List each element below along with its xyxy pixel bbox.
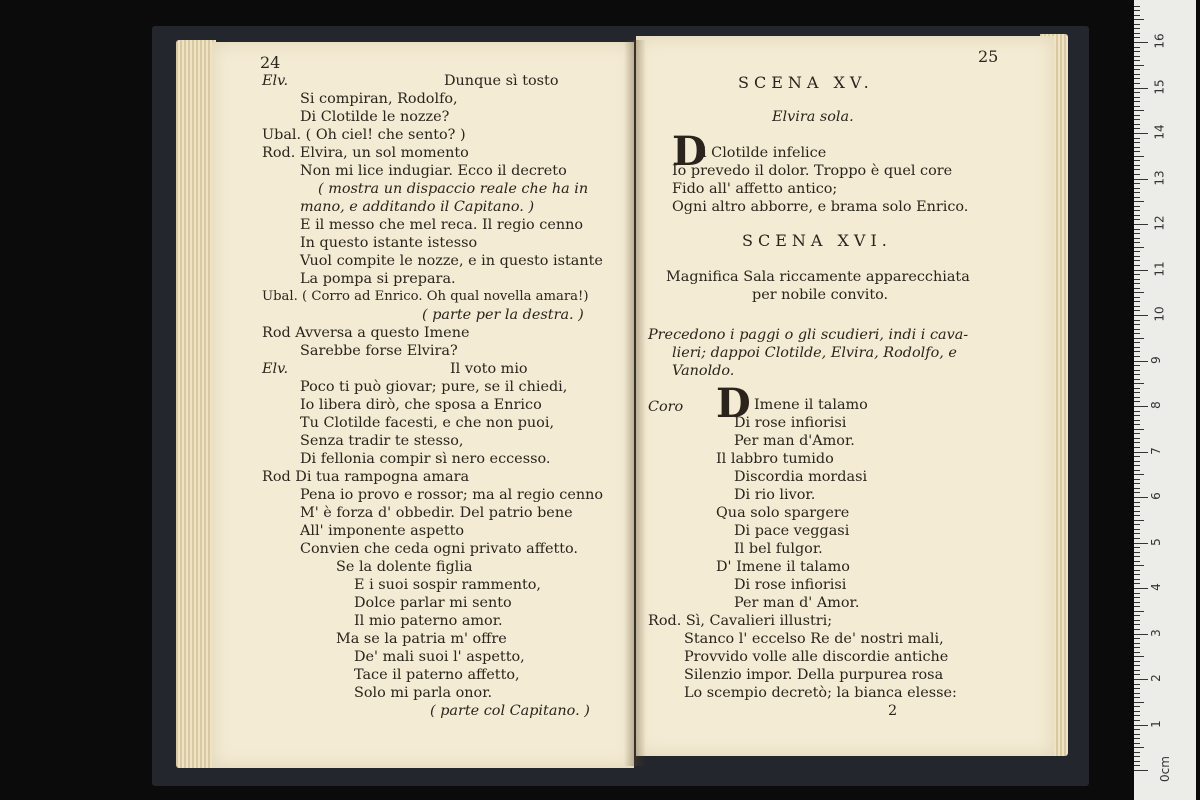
stage-direction: Precedono i paggi o gli scudieri, indi i cava- [648,327,969,343]
ruler-tick [1134,188,1140,189]
text-line: Fido all' affetto antico; [672,181,838,197]
text-line: Ogni altro abborre, e brama solo Enrico. [672,199,969,215]
ruler-tick [1134,365,1140,366]
ruler-tick [1134,524,1140,525]
ruler-tick [1134,470,1140,471]
text-line: Il voto mio [450,361,528,377]
left-page-edges [176,40,216,768]
ruler-tick [1134,543,1148,544]
ruler-tick [1134,156,1144,157]
setting-line: Magnifica Sala riccamente apparecchiata [666,269,970,285]
speaker-label: Coro [648,399,684,415]
verse-line: Il bel fulgor. [734,541,823,557]
ruler-tick [1134,270,1148,271]
ruler-tick [1134,406,1148,407]
stage-direction: ( parte col Capitano. ) [430,703,590,719]
ruler-tick [1134,74,1140,75]
ruler-tick [1134,347,1140,348]
ruler-number: 5 [1148,537,1163,546]
ruler-number: 16 [1152,33,1167,49]
ruler-tick [1134,47,1140,48]
text-line: Vuol compite le nozze, e in questo istante [300,253,603,269]
text-line: Ubal. ( Corro ad Enrico. Oh qual novella amara!) [262,289,589,304]
ruler-tick [1134,665,1140,666]
ruler-tick [1134,570,1140,571]
scene-subheading: Elvira sola. [772,109,854,125]
text-line: Rod Avversa a questo Imene [262,325,470,341]
ruler-tick [1134,83,1140,84]
stage-direction: mano, e additando il Capitano. ) [300,199,535,215]
ruler-number: 7 [1148,446,1163,455]
right-page [636,36,1054,756]
text-line: Lo scempio decretò; la bianca elesse: [684,685,957,701]
ruler-tick [1134,329,1140,330]
ruler-tick [1134,706,1140,707]
ruler-tick [1134,397,1140,398]
ruler-tick [1134,247,1144,248]
verse-line: D' Imene il talamo [716,559,850,575]
ruler-tick [1134,338,1144,339]
page-number: 24 [260,53,281,72]
ruler-tick [1134,251,1140,252]
stage-direction: lieri; dappoi Clotilde, Elvira, Rodolfo, e [672,345,957,361]
ruler-tick [1134,19,1144,20]
ruler-tick [1134,688,1140,689]
ruler-tick [1134,565,1144,566]
ruler-tick [1134,92,1140,93]
text-line: In questo istante istesso [300,235,478,251]
ruler-number: 1 [1148,719,1163,728]
text-line: Provvido volle alle discordie antiche [684,649,949,665]
ruler-tick [1134,574,1140,575]
ruler-tick [1134,283,1140,284]
ruler-tick [1134,106,1140,107]
ruler-tick [1134,597,1140,598]
text-line: Dunque sì tosto [444,73,559,89]
text-line: Pena io provo e rossor; ma al regio cenno [300,487,604,503]
text-line: M' è forza d' obbedir. Del patrio bene [300,505,573,521]
verse-line: Di rose infiorisi [734,577,847,593]
ruler-tick [1134,492,1140,493]
text-line: Silenzio impor. Della purpurea rosa [684,667,944,683]
ruler-tick [1134,324,1140,325]
ruler-number: 4 [1148,583,1163,591]
ruler-tick [1134,583,1140,584]
ruler-tick [1134,65,1144,66]
text-line: Ubal. ( Oh ciel! che sento? ) [262,127,466,143]
ruler-tick [1134,224,1148,225]
ruler-tick [1134,88,1148,89]
verse-line: Di rio livor. [734,487,816,503]
verse-line: Di pace veggasi [734,523,850,539]
ruler-tick [1134,138,1140,139]
ruler-tick [1134,110,1144,111]
ruler-tick [1134,752,1140,753]
ruler-tick [1134,233,1140,234]
ruler-tick [1134,206,1140,207]
ruler-tick [1134,15,1140,16]
text-line: Io prevedo il dolor. Troppo è quel core [672,163,953,179]
ruler-tick [1134,124,1140,125]
ruler-tick [1134,438,1140,439]
verse-line: Qua solo spargere [716,505,850,521]
drop-cap: D [672,128,707,175]
ruler-tick [1134,461,1140,462]
ruler-tick [1134,424,1140,425]
ruler-tick [1134,37,1140,38]
ruler-tick [1134,511,1140,512]
ruler-tick [1134,333,1140,334]
ruler-tick [1134,6,1140,7]
ruler-tick [1134,515,1140,516]
verse-line: Per man d'Amor. [734,433,855,449]
ruler-tick [1134,192,1140,193]
ruler-tick [1134,679,1148,680]
ruler-tick [1134,306,1140,307]
ruler-tick [1134,288,1140,289]
speaker-label: Elv. [262,361,289,377]
ruler-tick [1134,310,1140,311]
ruler-tick [1134,634,1148,635]
ruler-tick [1134,115,1140,116]
ruler-number: 10 [1152,306,1167,322]
verse-line: Imene il talamo [754,397,868,413]
ruler-tick [1134,197,1140,198]
ruler-number: 2 [1148,674,1163,682]
ruler-tick [1134,374,1140,375]
text-line: i Clotilde infelice [702,145,827,161]
ruler-tick [1134,411,1140,412]
text-line: Convien che ceda ogni privato affetto. [300,541,579,557]
ruler-tick [1134,624,1140,625]
ruler-tick [1134,415,1140,416]
ruler-tick [1134,342,1140,343]
ruler-tick [1134,169,1140,170]
verse-line: Discordia mordasi [734,469,868,485]
ruler-tick [1134,78,1140,79]
ruler-tick [1134,351,1140,352]
ruler-tick [1134,743,1140,744]
text-line: Senza tradir te stesso, [300,433,464,449]
left-page [212,42,634,768]
ruler-tick [1134,42,1148,43]
text-line: Se la dolente figlia [336,559,473,575]
ruler-tick [1134,647,1140,648]
ruler-tick [1134,552,1140,553]
ruler-tick [1134,147,1140,148]
ruler-tick [1134,588,1148,589]
ruler-tick [1134,729,1140,730]
ruler-tick [1134,488,1140,489]
text-line: Stanco l' eccelso Re de' nostri mali, [684,631,944,647]
ruler-number: 6 [1148,492,1163,500]
ruler-tick [1134,465,1140,466]
ruler-tick [1134,128,1140,129]
ruler-tick [1134,483,1140,484]
ruler-tick [1134,506,1140,507]
ruler-tick [1134,119,1140,120]
ruler-tick [1134,520,1144,521]
ruler-tick [1134,579,1140,580]
scene-heading: SCENA XVI. [742,231,892,250]
stage-direction: Vanoldo. [672,363,735,379]
ruler-tick [1134,674,1140,675]
drop-cap: D [716,380,751,427]
ruler-tick [1134,219,1140,220]
ruler-tick [1134,684,1140,685]
text-line: All' imponente aspetto [300,523,465,539]
text-line: E i suoi sospir rammento, [354,577,542,593]
text-line: Solo mi parla onor. [354,685,493,701]
ruler-tick [1134,747,1144,748]
text-line: Di fellonia compir sì nero eccesso. [300,451,551,467]
ruler-tick [1134,60,1140,61]
ruler-number: 12 [1152,215,1167,231]
verse-line: Per man d' Amor. [734,595,860,611]
ruler-tick [1134,256,1140,257]
text-line: Tace il paterno affetto, [354,667,520,683]
text-line: Dolce parlar mi sento [354,595,512,611]
ruler-tick [1134,479,1140,480]
page-number: 25 [978,47,999,66]
ruler-tick [1134,24,1140,25]
ruler-tick [1134,379,1140,380]
text-line: Io libera dirò, che sposa a Enrico [300,397,542,413]
text-line: Il mio paterno amor. [354,613,503,629]
ruler-tick [1134,529,1140,530]
ruler-tick [1134,320,1140,321]
ruler-tick [1134,56,1140,57]
ruler-tick [1134,260,1140,261]
ruler-tick [1134,670,1140,671]
text-line: Rod. Elvira, un sol momento [262,145,469,161]
ruler-tick [1134,33,1140,34]
ruler-tick [1134,151,1140,152]
ruler-tick [1134,761,1140,762]
ruler-tick [1134,502,1140,503]
ruler-tick [1134,370,1140,371]
ruler-number: 14 [1152,124,1167,140]
ruler-tick [1134,429,1144,430]
stage-direction: ( parte per la destra. ) [422,307,584,323]
ruler-tick [1134,693,1140,694]
ruler-tick [1134,165,1140,166]
ruler-number: 13 [1152,169,1167,186]
ruler-tick [1134,97,1140,98]
ruler-tick [1134,28,1140,29]
ruler-tick [1134,210,1140,211]
ruler-tick [1134,361,1148,362]
ruler-tick [1134,593,1140,594]
scene-heading: SCENA XV. [738,73,874,92]
text-line: De' mali suoi l' aspetto, [354,649,525,665]
ruler-tick [1134,420,1140,421]
ruler-tick [1134,702,1144,703]
ruler-tick [1134,265,1140,266]
ruler-tick [1134,656,1144,657]
ruler-tick [1134,606,1140,607]
verse-line: Il labbro tumido [716,451,834,467]
ruler-number: 9 [1148,355,1163,364]
signature-mark: 2 [888,703,898,719]
book-gutter [624,40,646,766]
ruler-tick [1134,765,1140,766]
ruler-number: 8 [1148,401,1163,409]
text-line: Non mi lice indugiar. Ecco il decreto [300,163,567,179]
ruler-tick [1134,388,1140,389]
ruler-tick [1134,179,1148,180]
ruler-tick [1134,447,1140,448]
ruler-tick [1134,392,1140,393]
ruler-tick [1134,615,1140,616]
ruler-tick [1134,715,1140,716]
ruler-tick [1134,315,1148,316]
ruler-tick [1134,101,1140,102]
ruler-tick [1134,556,1140,557]
ruler-tick [1134,356,1140,357]
ruler-tick [1134,401,1140,402]
ruler-tick [1134,238,1140,239]
ruler-tick [1134,629,1140,630]
ruler-tick [1134,297,1140,298]
ruler-tick [1134,174,1140,175]
verse-line: Di rose infiorisi [734,415,847,431]
ruler-tick [1134,643,1140,644]
ruler-tick [1134,734,1140,735]
ruler-tick [1134,442,1140,443]
ruler-tick [1134,474,1144,475]
ruler-tick [1134,652,1140,653]
ruler-tick [1134,638,1140,639]
ruler-tick [1134,611,1144,612]
text-line: Poco ti può giovar; pure, se il chiedi, [300,379,568,395]
setting-line: per nobile convito. [752,287,889,303]
ruler-tick [1134,201,1144,202]
ruler-tick [1134,620,1140,621]
ruler-tick [1134,292,1144,293]
text-line: La pompa si prepara. [300,271,456,287]
ruler-tick [1134,456,1140,457]
ruler-tick [1134,661,1140,662]
text-line: Si compiran, Rodolfo, [300,91,458,107]
ruler-tick [1134,433,1140,434]
text-line: Sarebbe forse Elvira? [300,343,458,359]
ruler-tick [1134,770,1148,771]
ruler-tick [1134,160,1140,161]
ruler-number: 3 [1148,628,1163,637]
ruler-tick [1134,51,1140,52]
text-line: Tu Clotilde facesti, e che non puoi, [300,415,555,431]
ruler-tick [1134,602,1140,603]
ruler-tick [1134,279,1140,280]
ruler-tick [1134,756,1140,757]
ruler-number: 0cm [1157,756,1172,782]
ruler-tick [1134,538,1140,539]
ruler-tick [1134,229,1140,230]
ruler-tick [1134,69,1140,70]
measurement-ruler [1134,0,1196,800]
ruler-tick [1134,711,1140,712]
ruler-tick [1134,497,1148,498]
ruler-tick [1134,274,1140,275]
ruler-tick [1134,242,1140,243]
ruler-tick [1134,142,1140,143]
ruler-tick [1134,215,1140,216]
ruler-number: 15 [1152,78,1167,95]
ruler-tick [1134,738,1140,739]
text-line: E il messo che mel reca. Il regio cenno [300,217,584,233]
ruler-tick [1134,452,1148,453]
ruler-tick [1134,383,1144,384]
text-line: Ma se la patria m' offre [336,631,507,647]
ruler-tick [1134,720,1140,721]
ruler-tick [1134,547,1140,548]
ruler-tick [1134,183,1140,184]
ruler-tick [1134,725,1148,726]
stage-direction: ( mostra un dispaccio reale che ha in [318,181,589,197]
ruler-tick [1134,10,1140,11]
text-line: Rod Di tua rampogna amara [262,469,470,485]
text-line: Di Clotilde le nozze? [300,109,450,125]
ruler-tick [1134,133,1148,134]
ruler-tick [1134,697,1140,698]
ruler-tick [1134,301,1140,302]
ruler-number: 11 [1152,260,1167,277]
ruler-tick [1134,533,1140,534]
text-line: Rod. Sì, Cavalieri illustri; [648,613,833,629]
ruler-tick [1134,561,1140,562]
speaker-label: Elv. [262,73,289,89]
